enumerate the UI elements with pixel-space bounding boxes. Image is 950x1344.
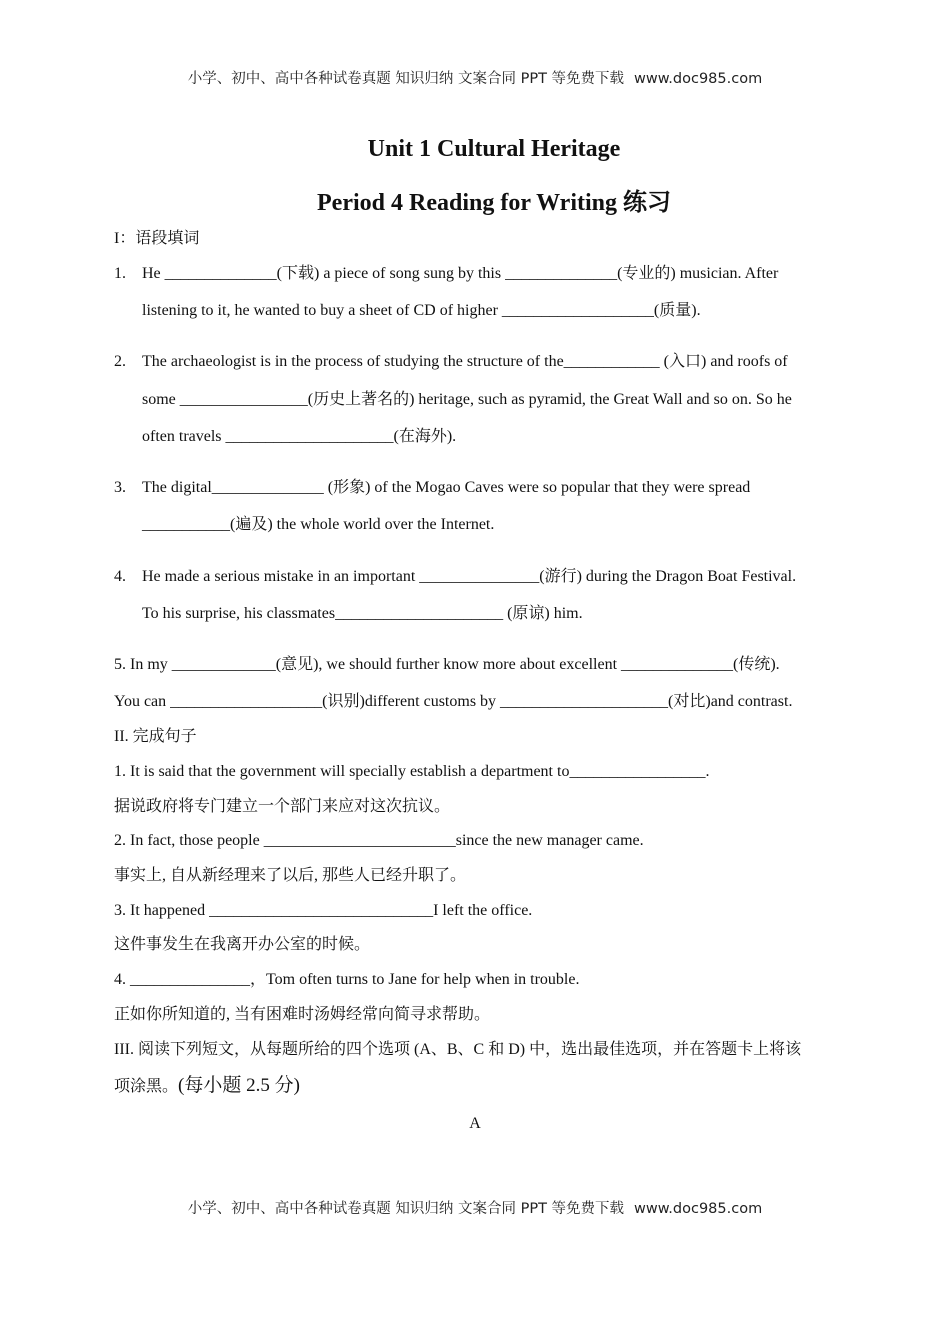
section3-points-note: (每小题 2.5 分) <box>178 1075 300 1096</box>
item3-line1: The digital______________ (形象) of the Mogao Caves were so popular that they were spread <box>142 479 751 496</box>
header-text: 小学、初中、高中各种试卷真题 知识归纳 文案合同 PPT 等免费下载 <box>187 71 625 87</box>
item5-line2: You can ___________________(识别)different customs by _____________________(对比)and contrast. <box>114 693 793 710</box>
page-footer <box>0 1197 950 1218</box>
item1-number: 1. <box>114 265 126 282</box>
passage-label: A <box>469 1115 481 1132</box>
s2-q1-translation: 据说政府将专门建立一个部门来应对这次抗议。 <box>114 798 451 815</box>
s2-q3-translation: 这件事发生在我离开办公室的时候。 <box>114 936 371 953</box>
item1-line1: He ______________(下载) a piece of song sung by this ______________(专业的) musician. After <box>142 265 779 282</box>
item3-line2: ___________(遍及) the whole world over the Internet. <box>142 516 495 533</box>
section2-heading: II. 完成句子 <box>114 728 197 745</box>
item3-number: 3. <box>114 479 126 496</box>
item2-number: 2. <box>114 353 126 370</box>
unit-title: Unit 1 Cultural Heritage <box>367 136 621 162</box>
s2-q1: 1. It is said that the government will specially establish a department to_________________. <box>114 763 710 780</box>
item5-line1: 5. In my _____________(意见), we should further know more about excellent ______________(传统). <box>114 656 780 673</box>
page-header <box>0 67 950 88</box>
s2-q2: 2. In fact, those people ________________________since the new manager came. <box>114 832 644 849</box>
item1-line2: listening to it, he wanted to buy a sheet of CD of higher ___________________(质量). <box>142 302 701 319</box>
s2-q4: 4. _______________，Tom often turns to Jane for help when in trouble. <box>114 971 580 988</box>
footer-url: www.doc985.com <box>634 1201 763 1217</box>
s2-q2-translation: 事实上, 自从新经理来了以后, 那些人已经升职了。 <box>114 867 467 884</box>
item2-line1: The archaeologist is in the process of studying the structure of the____________ (入口) and roofs of <box>142 353 788 370</box>
item4-line1: He made a serious mistake in an important _______________(游行) during the Dragon Boat Festival. <box>142 568 797 585</box>
s2-q3: 3. It happened ____________________________I left the office. <box>114 902 533 919</box>
item2-line3: often travels _____________________(在海外). <box>142 428 457 445</box>
s2-q4-translation: 正如你所知道的, 当有困难时汤姆经常向简寻求帮助。 <box>114 1006 491 1023</box>
header-url: www.doc985.com <box>634 71 763 87</box>
section3-heading-line2-text: 项涂黑。 <box>114 1078 179 1095</box>
section1-heading: I：语段填词 <box>114 230 200 247</box>
item4-line2: To his surprise, his classmates_____________________ (原谅) him. <box>142 605 583 622</box>
item4-number: 4. <box>114 568 126 585</box>
period-title: Period 4 Reading for Writing 练习 <box>317 190 671 216</box>
section3-heading-line2 <box>114 1076 300 1097</box>
section3-heading-line1: III. 阅读下列短文，从每题所给的四个选项 (A、B、C 和 D) 中，选出最佳选项，并在答题卡上将该 <box>114 1041 802 1058</box>
footer-text: 小学、初中、高中各种试卷真题 知识归纳 文案合同 PPT 等免费下载 <box>187 1201 625 1217</box>
item2-line2: some ________________(历史上著名的) heritage, such as pyramid, the Great Wall and so on. So he <box>142 391 792 408</box>
